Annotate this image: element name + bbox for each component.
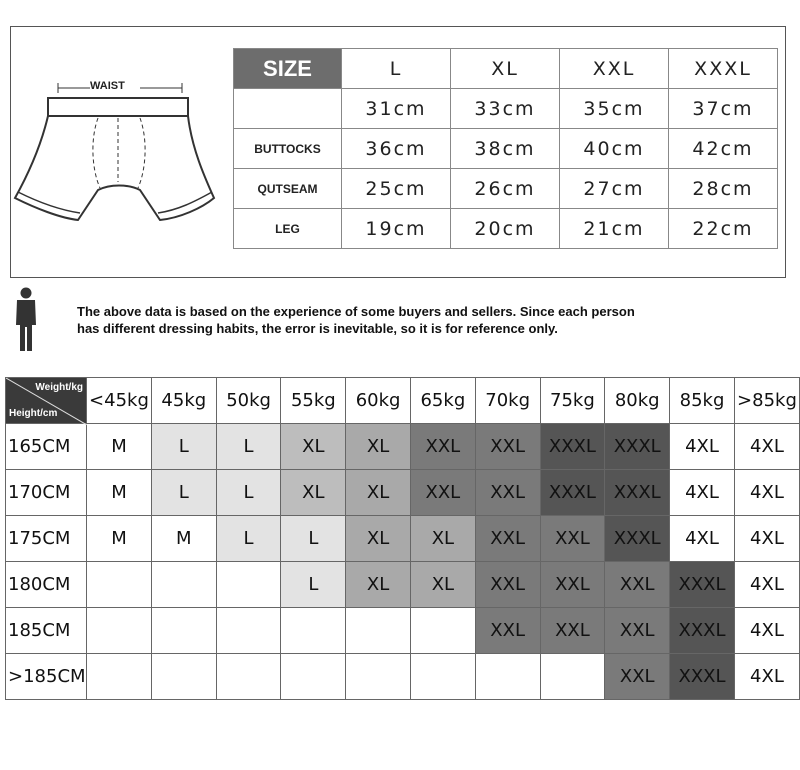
weight-col-header: 70kg xyxy=(475,378,540,424)
size-recommendation-cell: XXXL xyxy=(670,562,735,608)
size-recommendation-cell: XXL xyxy=(605,562,670,608)
size-recommendation-cell xyxy=(151,654,216,700)
size-recommendation-cell: XL xyxy=(346,424,411,470)
size-recommendation-cell: XL xyxy=(346,516,411,562)
weight-col-header: 60kg xyxy=(346,378,411,424)
weight-col-header: 85kg xyxy=(670,378,735,424)
grid-row xyxy=(6,516,800,562)
size-recommendation-cell: XXL xyxy=(540,516,605,562)
size-recommendation-cell xyxy=(151,608,216,654)
size-recommendation-cell: L xyxy=(281,516,346,562)
size-recommendation-cell: M xyxy=(86,470,151,516)
size-recommendation-cell: XXXL xyxy=(605,470,670,516)
grid-row xyxy=(6,654,800,700)
weight-col-header: 55kg xyxy=(281,378,346,424)
size-header-label: SIZE xyxy=(234,49,342,89)
height-row-header: 185CM xyxy=(6,608,87,654)
size-row xyxy=(234,209,778,249)
person-icon xyxy=(11,287,41,353)
size-recommendation-cell: L xyxy=(216,516,281,562)
size-recommendation-cell: 4XL xyxy=(734,608,799,654)
size-cell: 22cm xyxy=(669,209,778,249)
size-recommendation-cell: XXL xyxy=(475,424,540,470)
size-recommendation-cell: XL xyxy=(346,562,411,608)
size-recommendation-cell: M xyxy=(151,516,216,562)
size-cell: 19cm xyxy=(342,209,451,249)
size-cell: 21cm xyxy=(560,209,669,249)
size-cell: 31cm xyxy=(342,89,451,129)
grid-header-row xyxy=(6,378,800,424)
size-recommendation-cell xyxy=(216,562,281,608)
size-recommendation-cell: XL xyxy=(281,424,346,470)
size-recommendation-cell: XXL xyxy=(540,608,605,654)
size-recommendation-cell: XL xyxy=(281,470,346,516)
weight-col-header: 65kg xyxy=(410,378,475,424)
size-recommendation-cell: XXL xyxy=(475,516,540,562)
size-recommendation-cell: XL xyxy=(346,470,411,516)
size-recommendation-cell: 4XL xyxy=(670,424,735,470)
size-row-label: LEG xyxy=(234,209,342,249)
size-recommendation-cell: XXL xyxy=(540,562,605,608)
size-recommendation-cell xyxy=(346,608,411,654)
size-cell: 25cm xyxy=(342,169,451,209)
waist-label: WAIST xyxy=(90,80,125,92)
size-cell: 26cm xyxy=(451,169,560,209)
size-recommendation-cell: 4XL xyxy=(670,470,735,516)
size-cell: 20cm xyxy=(451,209,560,249)
size-cell: 33cm xyxy=(451,89,560,129)
size-recommendation-cell xyxy=(151,562,216,608)
size-col-header: L xyxy=(342,49,451,89)
size-recommendation-cell: 4XL xyxy=(734,424,799,470)
size-recommendation-cell: XXL xyxy=(475,470,540,516)
size-cell: 38cm xyxy=(451,129,560,169)
size-cell: 37cm xyxy=(669,89,778,129)
size-measurement-table xyxy=(233,48,778,249)
grid-row xyxy=(6,608,800,654)
size-col-header: XXXL xyxy=(669,49,778,89)
size-header-row xyxy=(234,49,778,89)
size-recommendation-cell: 4XL xyxy=(734,470,799,516)
size-recommendation-cell: 4XL xyxy=(734,562,799,608)
size-row xyxy=(234,169,778,209)
size-recommendation-cell: XXXL xyxy=(540,470,605,516)
size-recommendation-cell: L xyxy=(151,470,216,516)
grid-row xyxy=(6,470,800,516)
size-col-header: XXL xyxy=(560,49,669,89)
size-recommendation-cell: XL xyxy=(410,562,475,608)
size-recommendation-cell xyxy=(86,608,151,654)
size-recommendation-cell: M xyxy=(86,424,151,470)
briefs-diagram-icon xyxy=(10,80,220,240)
size-recommendation-cell: XXXL xyxy=(605,424,670,470)
size-recommendation-cell xyxy=(346,654,411,700)
size-cell: 27cm xyxy=(560,169,669,209)
height-row-header: 170CM xyxy=(6,470,87,516)
size-row-label xyxy=(234,89,342,129)
size-recommendation-cell: 4XL xyxy=(734,654,799,700)
size-row xyxy=(234,89,778,129)
weight-col-header: 45kg xyxy=(151,378,216,424)
weight-col-header: 80kg xyxy=(605,378,670,424)
size-recommendation-cell xyxy=(216,654,281,700)
grid-row xyxy=(6,562,800,608)
weight-col-header: >85kg xyxy=(734,378,799,424)
weight-col-header: <45kg xyxy=(86,378,151,424)
weight-axis-label: Weight/kg xyxy=(35,382,83,393)
size-recommendation-cell xyxy=(216,608,281,654)
size-recommendation-cell: 4XL xyxy=(670,516,735,562)
size-recommendation-cell xyxy=(86,562,151,608)
size-row xyxy=(234,129,778,169)
size-recommendation-cell: XXL xyxy=(605,608,670,654)
size-cell: 42cm xyxy=(669,129,778,169)
size-recommendation-cell: XXXL xyxy=(670,654,735,700)
size-recommendation-cell: XXL xyxy=(475,562,540,608)
size-recommendation-cell: XL xyxy=(410,516,475,562)
size-recommendation-cell: XXL xyxy=(475,608,540,654)
grid-corner-cell xyxy=(6,378,87,424)
height-row-header: 180CM xyxy=(6,562,87,608)
size-recommendation-cell: XXXL xyxy=(605,516,670,562)
size-cell: 36cm xyxy=(342,129,451,169)
size-recommendation-cell xyxy=(540,654,605,700)
disclaimer-note xyxy=(77,303,635,337)
weight-height-size-chart xyxy=(5,377,800,700)
size-recommendation-cell: M xyxy=(86,516,151,562)
size-cell: 35cm xyxy=(560,89,669,129)
size-recommendation-cell xyxy=(281,608,346,654)
size-recommendation-cell xyxy=(475,654,540,700)
size-row-label: QUTSEAM xyxy=(234,169,342,209)
size-cell: 28cm xyxy=(669,169,778,209)
size-recommendation-cell: L xyxy=(216,424,281,470)
note-line: has different dressing habits, the error is inevitable, so it is for reference only. xyxy=(77,321,558,336)
weight-col-header: 75kg xyxy=(540,378,605,424)
size-recommendation-cell: XXL xyxy=(410,424,475,470)
height-row-header: 175CM xyxy=(6,516,87,562)
size-row-label: BUTTOCKS xyxy=(234,129,342,169)
size-recommendation-cell xyxy=(410,608,475,654)
size-recommendation-cell: L xyxy=(216,470,281,516)
height-row-header: >185CM xyxy=(6,654,87,700)
size-cell: 40cm xyxy=(560,129,669,169)
size-recommendation-cell: L xyxy=(151,424,216,470)
size-recommendation-cell: L xyxy=(281,562,346,608)
size-recommendation-cell: XXL xyxy=(605,654,670,700)
size-recommendation-cell: XXL xyxy=(410,470,475,516)
height-row-header: 165CM xyxy=(6,424,87,470)
weight-col-header: 50kg xyxy=(216,378,281,424)
size-recommendation-cell: 4XL xyxy=(734,516,799,562)
size-recommendation-cell: XXXL xyxy=(670,608,735,654)
size-recommendation-cell xyxy=(86,654,151,700)
size-recommendation-cell xyxy=(281,654,346,700)
grid-row xyxy=(6,424,800,470)
size-recommendation-cell xyxy=(410,654,475,700)
height-axis-label: Height/cm xyxy=(9,408,58,419)
size-col-header: XL xyxy=(451,49,560,89)
size-recommendation-cell: XXXL xyxy=(540,424,605,470)
note-line: The above data is based on the experience of some buyers and sellers. Since each person xyxy=(77,304,635,319)
